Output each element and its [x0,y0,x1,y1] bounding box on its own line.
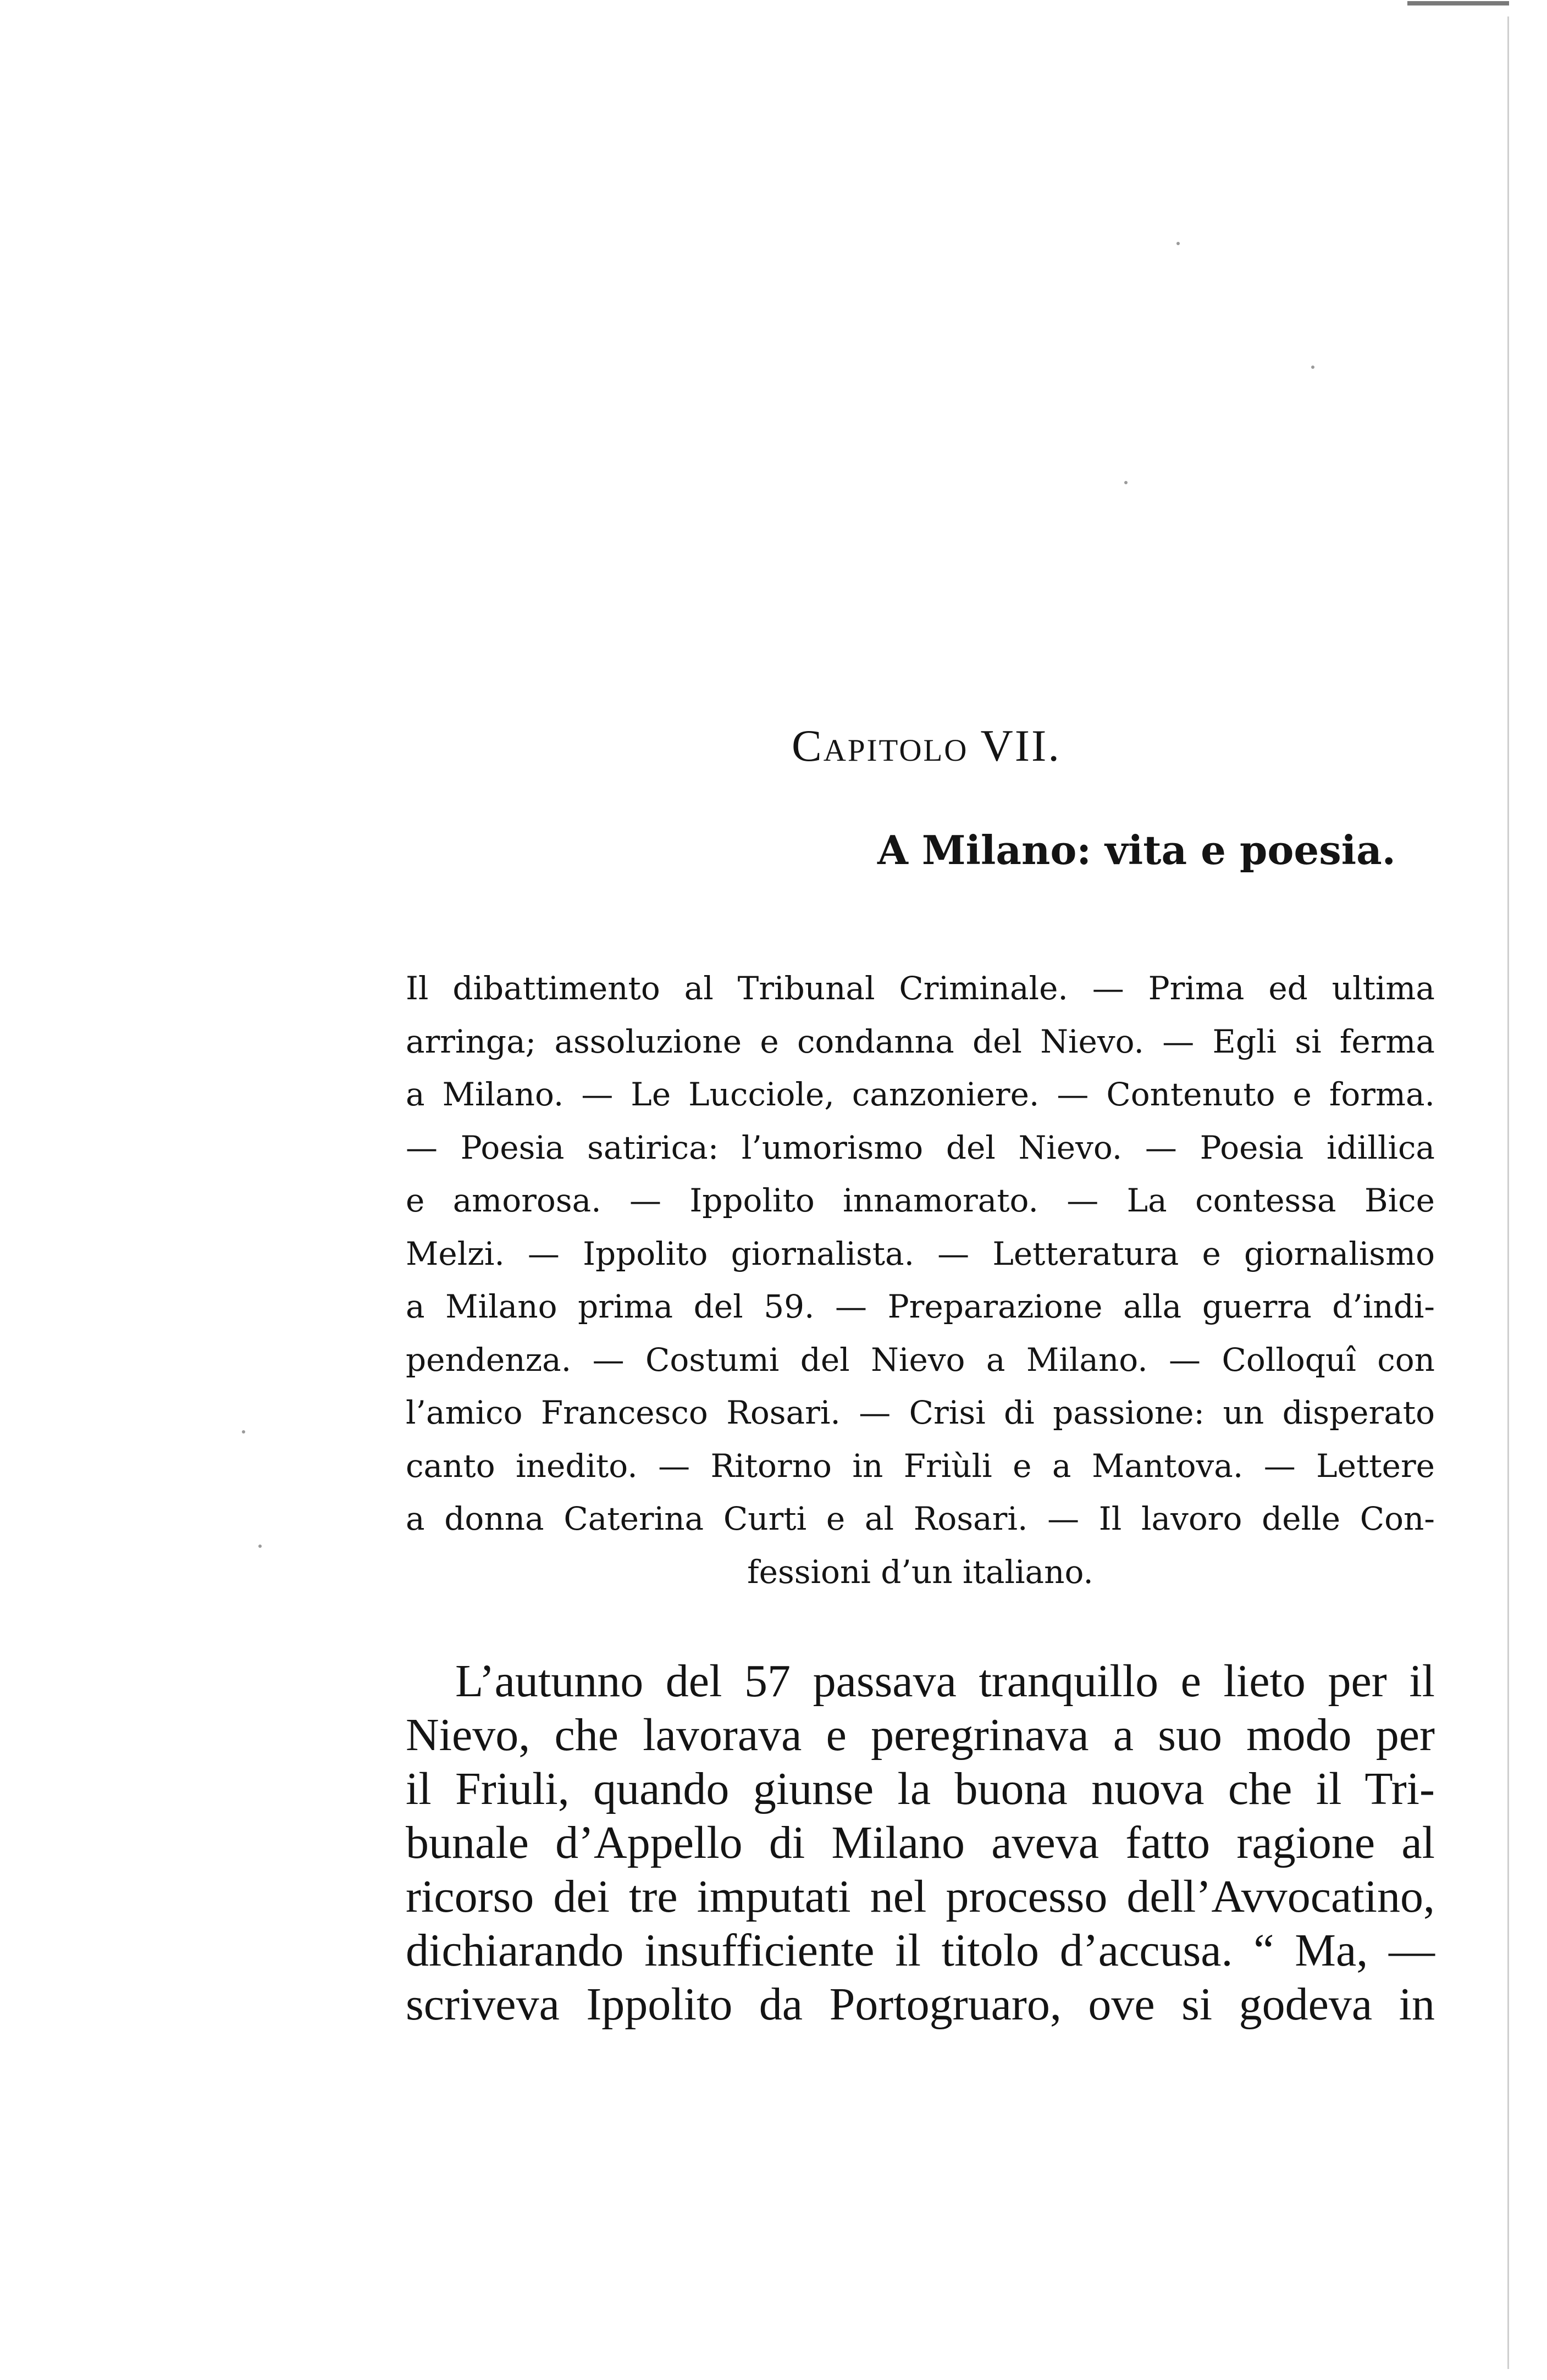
summary-line: a Milano. — Le Lucciole, canzoniere. — Contenuto e forma. [406,1076,1435,1113]
body-line: ricorso dei tre imputati nel processo dell’Avvocatino, [406,1871,1435,1922]
body-line: scriveva Ippolito da Portogruaro, ove si godeva in [406,1979,1435,2030]
summary-line: fessioni d’un italiano. [747,1553,1093,1591]
chapter-subtitle: A Milano: vita e poesia. [877,827,1396,873]
chapter-prefix: Capitolo [792,721,969,771]
scan-edge-line [1507,16,1509,2369]
summary-line: Il dibattimento al Tribunal Criminale. — Prima ed ultima [406,970,1435,1007]
chapter-summary [406,962,1435,1598]
scan-speck [1311,366,1314,369]
summary-line: arringa; assoluzione e condanna del Nievo. — Egli si ferma [406,1022,1435,1060]
chapter-numeral: VII. [980,721,1061,771]
summary-line: Melzi. — Ippolito giornalista. — Letteratura e giornalismo [406,1235,1435,1272]
summary-line: canto inedito. — Ritorno in Friùli e a Mantova. — Lettere [406,1447,1435,1485]
body-line: il Friuli, quando giunse la buona nuova che il Tri- [406,1763,1435,1814]
scan-edge-top [1407,1,1509,5]
scan-speck [258,1545,262,1548]
summary-line: pendenza. — Costumi del Nievo a Milano. — Colloquî con [406,1341,1435,1379]
body-line: dichiarando insufficiente il titolo d’accusa. “ Ma, — [406,1925,1435,1976]
scan-speck [1124,481,1128,484]
body-paragraph [406,1654,1435,2032]
summary-line: a donna Caterina Curti e al Rosari. — Il lavoro delle Con- [406,1500,1435,1537]
body-line: L’autunno del 57 passava tranquillo e lieto per il [455,1656,1435,1707]
scan-speck [1176,242,1180,245]
body-line: bunale d’Appello di Milano aveva fatto ragione al [406,1817,1435,1868]
summary-line: — Poesia satirica: l’umorismo del Nievo. — Poesia idillica [406,1128,1435,1166]
summary-line: e amorosa. — Ippolito innamorato. — La contessa Bice [406,1182,1435,1219]
scan-speck [242,1430,245,1433]
body-line: Nievo, che lavorava e peregrinava a suo modo per [406,1709,1435,1761]
summary-line: l’amico Francesco Rosari. — Crisi di passione: un disperato [406,1394,1435,1431]
chapter-heading [792,720,1061,772]
summary-line: a Milano prima del 59. — Preparazione alla guerra d’indi- [406,1288,1435,1325]
